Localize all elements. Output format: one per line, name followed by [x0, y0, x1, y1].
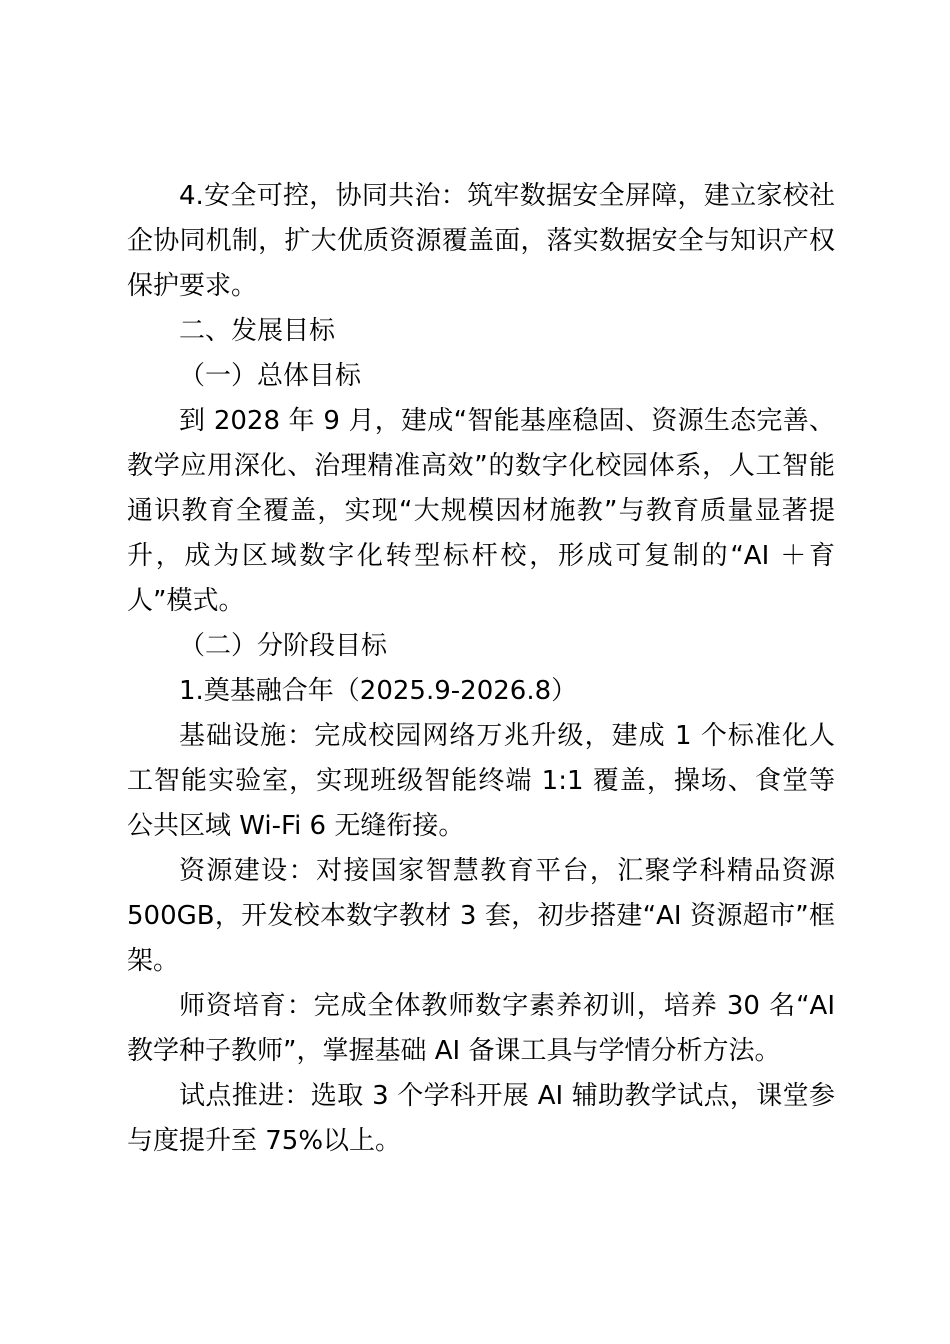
subsection-heading-overall-goal: （一）总体目标 — [179, 361, 362, 391]
paragraph-teacher-training: 师资培育：完成全体教师数字素养初训，培养 30 名“AI 教学种子教师”，掌握基础 AI 备课工具与学情分析方法。 — [127, 991, 835, 1066]
subsection-heading-phase-goals: （二）分阶段目标 — [179, 631, 388, 661]
paragraph-principle-4: 4.安全可控，协同共治：筑牢数据安全屏障，建立家校社企协同机制，扩大优质资源覆盖面，落实数据安全与知识产权保护要求。 — [127, 181, 835, 301]
document-body — [127, 174, 835, 1164]
paragraph-resources: 资源建设：对接国家智慧教育平台，汇聚学科精品资源 500GB，开发校本数字教材 3 套，初步搭建“AI 资源超市”框架。 — [127, 856, 835, 976]
paragraph-overall-goal: 到 2028 年 9 月，建成“智能基座稳固、资源生态完善、教学应用深化、治理精准高效”的数字化校园体系，人工智能通识教育全覆盖，实现“大规模因材施教”与教育质量显著提升，成为区域数字化转型标杆校，形成可复制的“AI ＋育人”模式。 — [127, 406, 835, 616]
paragraph-infrastructure: 基础设施：完成校园网络万兆升级，建成 1 个标准化人工智能实验室，实现班级智能终端 1:1 覆盖，操场、食堂等公共区域 Wi-Fi 6 无缝衔接。 — [127, 721, 835, 841]
phase-heading-1: 1.奠基融合年（2025.9-2026.8） — [179, 676, 578, 706]
section-heading-development-goals: 二、发展目标 — [179, 316, 336, 346]
paragraph-pilot: 试点推进：选取 3 个学科开展 AI 辅助教学试点，课堂参与度提升至 75%以上。 — [127, 1081, 835, 1156]
